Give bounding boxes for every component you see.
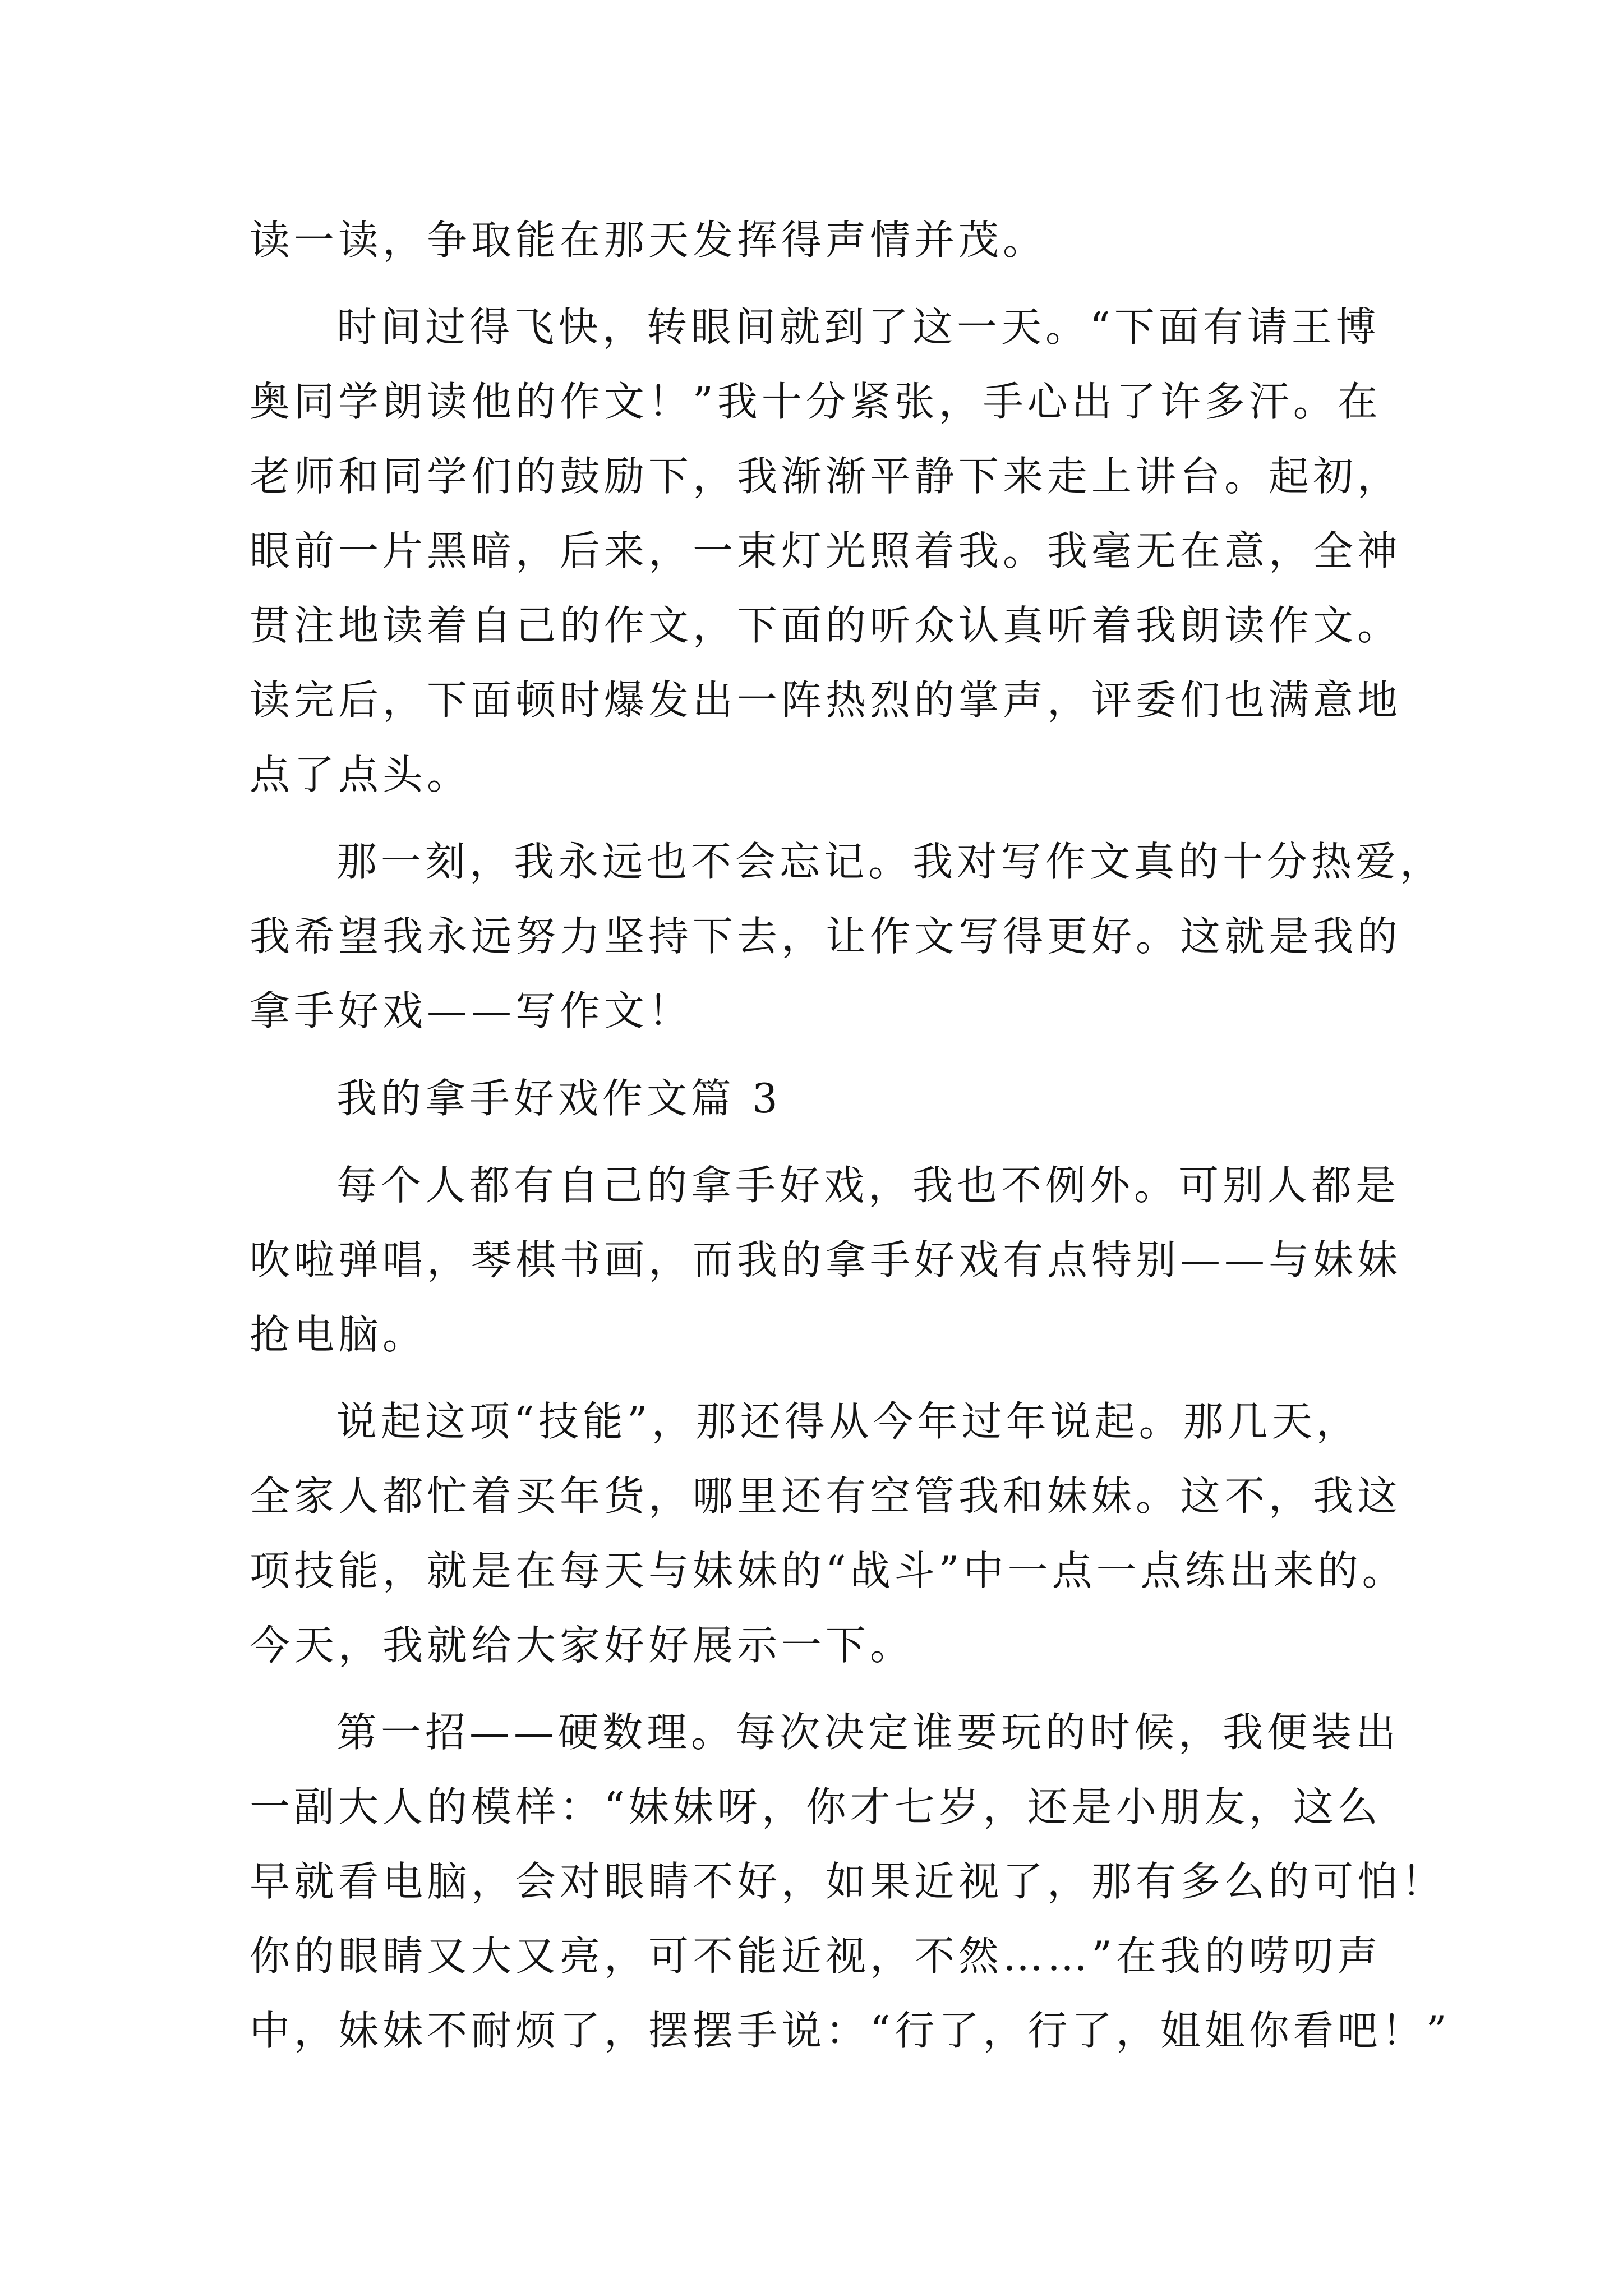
text-line: 点了点头。 xyxy=(250,751,472,798)
text-line: 奥同学朗读他的作文！”我十分紧张，手心出了许多汗。在 xyxy=(250,378,1382,425)
text-line: 吹啦弹唱，琴棋书画，而我的拿手好戏有点特别——与妹妹 xyxy=(250,1236,1402,1283)
text-line: 我希望我永远努力坚持下去，让作文写得更好。这就是我的 xyxy=(250,913,1402,960)
text-line: 老师和同学们的鼓励下，我渐渐平静下来走上讲台。起初， xyxy=(250,453,1402,500)
text-line: 你的眼睛又大又亮，可不能近视，不然……”在我的唠叨声 xyxy=(250,1932,1382,1980)
paragraph-start-line: 那一刻，我永远也不会忘记。我对写作文真的十分热爱， xyxy=(336,838,1445,885)
paragraph-start-line: 每个人都有自己的拿手好戏，我也不例外。可别人都是 xyxy=(336,1162,1400,1209)
paragraph-start-line: 第一招——硬数理。每次决定谁要玩的时候，我便装出 xyxy=(336,1709,1400,1756)
text-line: 贯注地读着自己的作文，下面的听众认真听着我朗读作文。 xyxy=(250,602,1402,649)
text-line: 早就看电脑，会对眼睛不好，如果近视了，那有多么的可怕！ xyxy=(250,1858,1446,1905)
text-line: 拿手好戏——写作文！ xyxy=(250,987,693,1034)
text-line: 全家人都忙着买年货，哪里还有空管我和妹妹。这不，我这 xyxy=(250,1473,1402,1520)
section-heading: 我的拿手好戏作文篇 3 xyxy=(336,1075,782,1122)
paragraph-start-line: 说起这项“技能”，那还得从今年过年说起。那几天， xyxy=(336,1398,1361,1445)
text-line: 今天，我就给大家好好展示一下。 xyxy=(250,1622,915,1669)
text-line: 眼前一片黑暗，后来，一束灯光照着我。我毫无在意，全神 xyxy=(250,527,1402,574)
text-line: 一副大人的模样：“妹妹呀，你才七岁，还是小朋友，这么 xyxy=(250,1783,1382,1830)
text-line: 中，妹妹不耐烦了，摆摆手说：“行了，行了，姐姐你看吧！” xyxy=(250,2007,1451,2054)
text-line: 读完后，下面顿时爆发出一阵热烈的掌声，评委们也满意地 xyxy=(250,677,1402,724)
paragraph-start-line: 时间过得飞快，转眼间就到了这一天。“下面有请王博 xyxy=(336,303,1380,351)
text-line: 读一读，争取能在那天发挥得声情并茂。 xyxy=(250,217,1048,264)
text-line: 抢电脑。 xyxy=(250,1311,427,1358)
text-line: 项技能，就是在每天与妹妹的“战斗”中一点一点练出来的。 xyxy=(250,1547,1407,1594)
